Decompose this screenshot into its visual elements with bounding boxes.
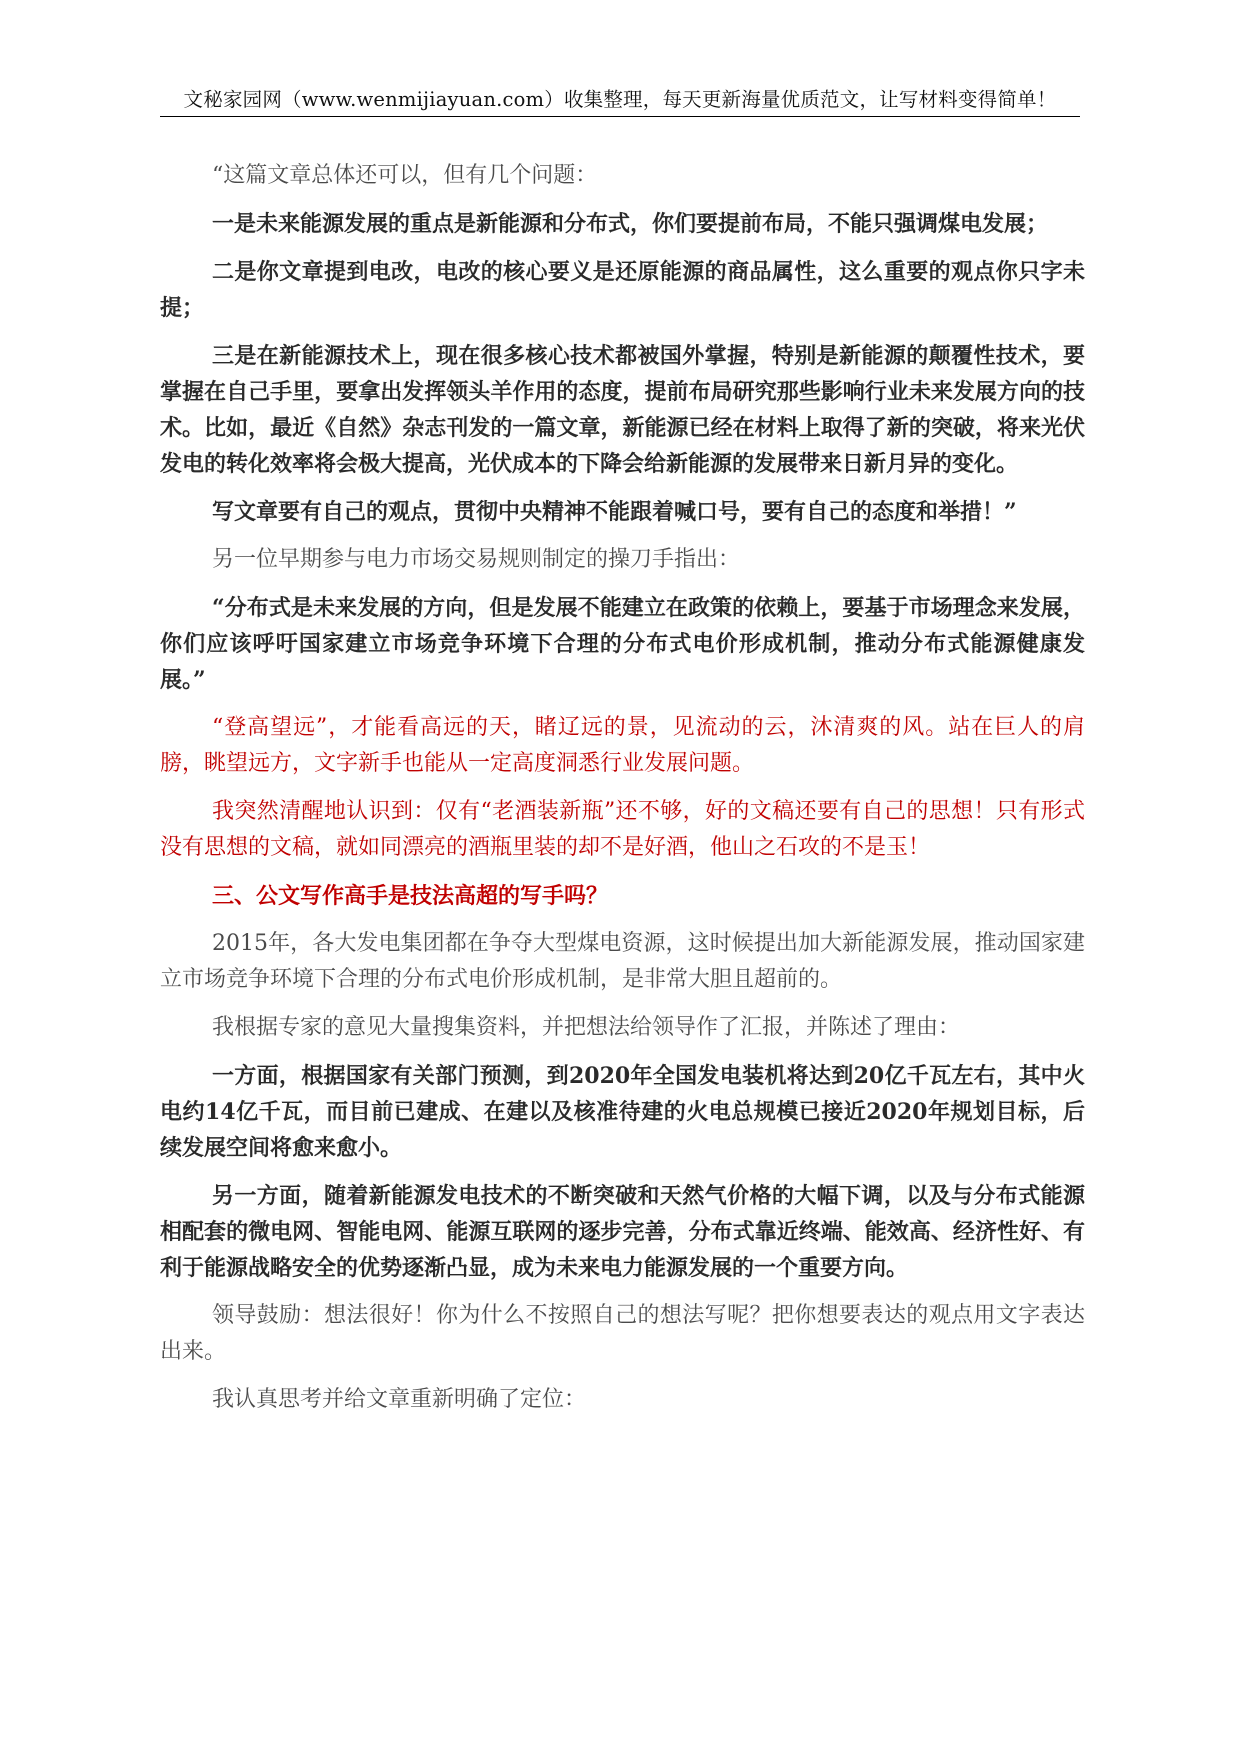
page-header: 文秘家园网（www.wenmijiayuan.com）收集整理，每天更新海量优质范文，让写材料变得简单！	[160, 84, 1080, 117]
section-heading-three: 三、公文写作高手是技法高超的写手吗？	[212, 883, 609, 909]
paragraph-2015: 2015年，各大发电集团都在争夺大型煤电资源，这时候提出加大新能源发展，推动国家建立市场竞争环境下合理的分布式电价形成机制，是非常大胆且超前的。	[160, 931, 1085, 992]
paragraph-on-other-hand: 另一方面，随着新能源发电技术的不断突破和天然气价格的大幅下调，以及与分布式能源相配套的微电网、智能电网、能源互联网的逐步完善，分布式靠近终端、能效高、经济性好、有利于能源战略安全的优势逐渐凸显，成为未来电力能源发展的一个重要方向。	[160, 1183, 1085, 1281]
paragraph-another-expert: 另一位早期参与电力市场交易规则制定的操刀手指出：	[212, 547, 741, 572]
paragraph-realization: 我突然清醒地认识到：仅有“老酒装新瓶”还不够，好的文稿还要有自己的思想！只有形式没有思想的文稿，就如同漂亮的酒瓶里装的却不是好酒，他山之石攻的不是玉！	[160, 799, 1085, 860]
paragraph-report: 我根据专家的意见大量搜集资料，并把想法给领导作了汇报，并陈述了理由：	[212, 1015, 961, 1040]
paragraph-on-one-hand: 一方面，根据国家有关部门预测，到2020年全国发电装机将达到20亿千瓦左右，其中火电约14亿千瓦，而目前已建成、在建以及核准待建的火电总规模已接近2020年规划目标，后续发展空间将愈来愈小。	[160, 1063, 1085, 1161]
paragraph-climb-high: “登高望远”，才能看高远的天，睹辽远的景，见流动的云，沐清爽的风。站在巨人的肩膀，眺望远方，文字新手也能从一定高度洞悉行业发展问题。	[160, 715, 1085, 776]
paragraph-repositioning: 我认真思考并给文章重新明确了定位：	[212, 1387, 587, 1412]
paragraph-issue-one: 一是未来能源发展的重点是新能源和分布式，你们要提前布局，不能只强调煤电发展；	[212, 211, 1049, 237]
paragraph-distributed-quote: “分布式是未来发展的方向，但是发展不能建立在政策的依赖上，要基于市场理念来发展，你们应该呼吁国家建立市场竞争环境下合理的分布式电价形成机制，推动分布式能源健康发展。”	[160, 595, 1085, 693]
paragraph-issue-three: 三是在新能源技术上，现在很多核心技术都被国外掌握，特别是新能源的颠覆性技术，要掌握在自己手里，要拿出发挥领头羊作用的态度，提前布局研究那些影响行业未来发展方向的技术。比如，最近《自然》杂志刊发的一篇文章，新能源已经在材料上取得了新的突破，将来光伏发电的转化效率将会极大提高，光伏成本的下降会给新能源的发展带来日新月异的变化。	[160, 343, 1085, 477]
paragraph-own-viewpoint: 写文章要有自己的观点，贯彻中央精神不能跟着喊口号，要有自己的态度和举措！”	[212, 499, 1017, 525]
paragraph-issue-two: 二是你文章提到电改，电改的核心要义是还原能源的商品属性，这么重要的观点你只字未提；	[160, 259, 1085, 321]
document-body	[160, 158, 1085, 1430]
paragraph-intro: “这篇文章总体还可以，但有几个问题：	[212, 163, 598, 188]
paragraph-leader-encourage: 领导鼓励：想法很好！你为什么不按照自己的想法写呢？把你想要表达的观点用文字表达出来。	[160, 1303, 1085, 1364]
